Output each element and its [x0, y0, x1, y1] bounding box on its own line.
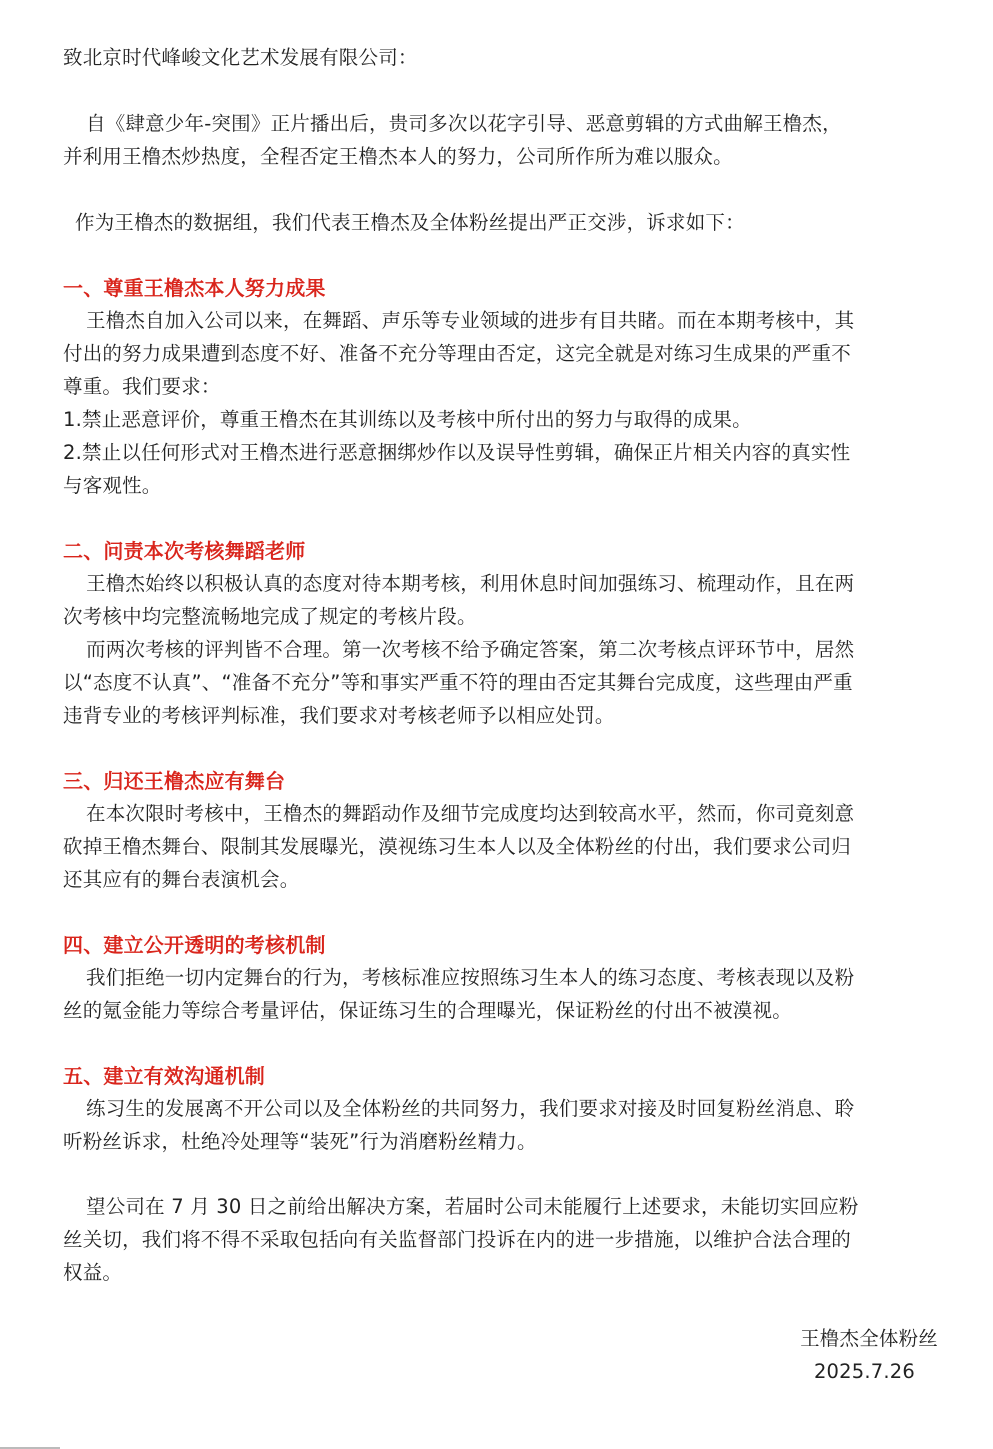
- section-3-line-3: 还其应有的舞台表演机会。: [63, 868, 300, 891]
- section-1-line-4: 1.禁止恶意评价，尊重王橹杰在其训练以及考核中所付出的努力与取得的成果。: [63, 408, 752, 431]
- closing-line-2: 丝关切，我们将不得不采取包括向有关监督部门投诉在内的进一步措施，以维护合法合理的: [63, 1228, 852, 1251]
- section-1-line-2: 付出的努力成果遭到态度不好、准备不充分等理由否定，这完全就是对练习生成果的严重不: [63, 342, 852, 365]
- section-1-line-3: 尊重。我们要求：: [63, 375, 221, 398]
- section-2-line-5: 违背专业的考核评判标准，我们要求对考核老师予以相应处罚。: [63, 704, 615, 727]
- section-1-heading: 一、尊重王橹杰本人努力成果: [63, 276, 326, 300]
- section-2-heading: 二、问责本次考核舞蹈老师: [63, 539, 306, 563]
- section-3-line-2: 砍掉王橹杰舞台、限制其发展曝光，漠视练习生本人以及全体粉丝的付出，我们要求公司归: [63, 835, 852, 858]
- section-4-line-2: 丝的氪金能力等综合考量评估，保证练习生的合理曝光，保证粉丝的付出不被漠视。: [63, 999, 792, 1022]
- greeting: 致北京时代峰峻文化艺术发展有限公司：: [63, 46, 418, 69]
- section-5-line-2: 听粉丝诉求，杜绝冷处理等“装死”行为消磨粉丝精力。: [63, 1130, 537, 1153]
- section-5-heading: 五、建立有效沟通机制: [63, 1064, 265, 1088]
- intro-line-1: 自《肆意少年-突围》正片播出后，贵司多次以花字引导、恶意剪辑的方式曲解王橹杰，: [86, 112, 842, 135]
- section-1-line-6: 与客观性。: [63, 474, 162, 497]
- section-2-line-2: 次考核中均完整流畅地完成了规定的考核片段。: [63, 605, 477, 628]
- intro-line-2: 并利用王橹杰炒热度，全程否定王橹杰本人的努力，公司所作所为难以服众。: [63, 145, 733, 168]
- section-4-line-1: 我们拒绝一切内定舞台的行为，考核标准应按照练习生本人的练习态度、考核表现以及粉: [86, 966, 855, 989]
- date: 2025.7.26: [813, 1360, 915, 1383]
- section-5-line-1: 练习生的发展离不开公司以及全体粉丝的共同努力，我们要求对接及时回复粉丝消息、聆: [86, 1097, 855, 1120]
- section-3-heading: 三、归还王橹杰应有舞台: [63, 769, 286, 793]
- signature: 王橹杰全体粉丝: [800, 1327, 938, 1350]
- section-2-line-4: 以“态度不认真”、“准备不充分”等和事实严重不符的理由否定其舞台完成度，这些理由严重: [63, 671, 853, 694]
- closing-line-1: 望公司在 7 月 30 日之前给出解决方案，若届时公司未能履行上述要求，未能切实回应粉: [86, 1195, 859, 1218]
- statement: 作为王橹杰的数据组，我们代表王橹杰及全体粉丝提出严正交涉，诉求如下：: [75, 211, 745, 234]
- closing-line-3: 权益。: [63, 1261, 123, 1284]
- section-3-line-1: 在本次限时考核中，王橹杰的舞蹈动作及细节完成度均达到较高水平，然而，你司竟刻意: [86, 802, 855, 825]
- section-1-line-5: 2.禁止以任何形式对王橹杰进行恶意捆绑炒作以及误导性剪辑，确保正片相关内容的真实性: [63, 441, 851, 464]
- section-2-line-3: 而两次考核的评判皆不合理。第一次考核不给予确定答案，第二次考核点评环节中，居然: [86, 638, 855, 661]
- section-2-line-1: 王橹杰始终以积极认真的态度对待本期考核，利用休息时间加强练习、梳理动作，且在两: [86, 572, 855, 595]
- section-4-heading: 四、建立公开透明的考核机制: [63, 933, 326, 957]
- section-1-line-1: 王橹杰自加入公司以来，在舞蹈、声乐等专业领域的进步有目共睹。而在本期考核中，其: [86, 309, 855, 332]
